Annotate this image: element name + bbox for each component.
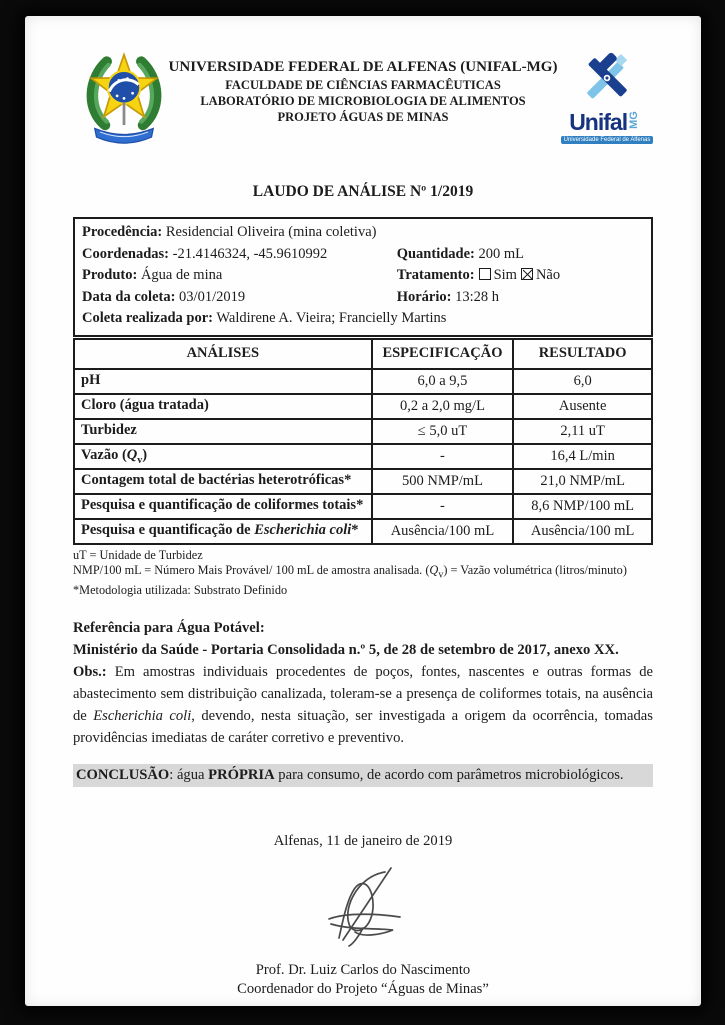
conclusion-result: PRÓPRIA bbox=[208, 767, 275, 784]
conclusion-banner: CONCLUSÃO: água PRÓPRIA para consumo, de acordo com parâmetros microbiológicos. bbox=[73, 764, 653, 787]
signature-area bbox=[73, 862, 653, 959]
checkbox-sim-unchecked bbox=[479, 268, 491, 280]
brazil-coat-of-arms-logo bbox=[73, 46, 165, 161]
reference-heading: Referência para Água Potável: bbox=[73, 620, 265, 637]
institution-name: UNIVERSIDADE FEDERAL DE ALFENAS (UNIFAL-MG) bbox=[168, 59, 558, 75]
conclusion-label: CONCLUSÃO bbox=[76, 767, 170, 784]
laboratory-name: LABORATÓRIO DE MICROBIOLOGIA DE ALIMENTOS bbox=[200, 94, 526, 108]
table-row-turbidez: Turbidez ≤ 5,0 uT 2,11 uT bbox=[74, 419, 652, 444]
coat-of-arms-graphic bbox=[81, 46, 167, 156]
tratamento-sim-label: Sim bbox=[493, 267, 517, 283]
document-header bbox=[73, 46, 653, 161]
quantidade-value: 200 mL bbox=[478, 245, 525, 262]
signature-scribble-icon bbox=[303, 862, 423, 954]
footnote-nmp: NMP/100 mL = Número Mais Provável/ 100 mL de amostra analisada. $(Q_v)$ = Vazão volumétrica (litros/minuto) bbox=[73, 563, 627, 581]
tratamento-label: Tratamento: bbox=[396, 267, 475, 283]
table-row-coliformes-totais: Pesquisa e quantificação de coliformes totais* - 8,6 NMP/100 mL bbox=[74, 494, 652, 519]
procedencia-label: Procedência: bbox=[82, 224, 163, 240]
coordenadas-value: -21.4146324, -45.9610992 bbox=[172, 245, 328, 262]
table-row-cloro: Cloro (água tratada) 0,2 a 2,0 mg/L Ausente bbox=[74, 394, 652, 419]
table-row-vazao: Vazão $(Q_v)$ - 16,4 L/min bbox=[74, 444, 652, 469]
reference-portaria: Ministério da Saúde - Portaria Consolidada n.º 5, de 28 de setembro de 2017, anexo XX. bbox=[73, 642, 619, 659]
info-row-coordenadas-quantidade bbox=[82, 244, 644, 266]
table-row-escherichia-coli: Pesquisa e quantificação de Escherichia coli* Ausência/100 mL Ausência/100 mL bbox=[74, 519, 652, 544]
data-coleta-label: Data da coleta: bbox=[82, 288, 176, 305]
tratamento-nao-label: Não bbox=[535, 267, 561, 283]
project-name: PROJETO ÁGUAS DE MINAS bbox=[277, 110, 449, 124]
checkbox-nao-checked bbox=[521, 268, 533, 280]
unifal-tagline: Universidade Federal de Alfenas bbox=[561, 136, 653, 144]
date-line: Alfenas, 11 de janeiro de 2019 bbox=[273, 833, 453, 850]
info-row-data-horario bbox=[82, 287, 644, 309]
produto-value: Água de mina bbox=[140, 267, 223, 283]
reference-section bbox=[73, 617, 653, 749]
coleta-por-label: Coleta realizada por: bbox=[82, 310, 214, 326]
info-row-produto-tratamento bbox=[82, 265, 644, 287]
document-page bbox=[25, 16, 701, 1006]
footnote-ut: uT = Unidade de Turbidez bbox=[73, 547, 203, 562]
reference-obs: Obs.: Em amostras individuais procedentes de poços, fontes, nascentes e outras formas de abastecimento sem distribuição canalizada, toleram-se a presença de coliformes totais, na ausência de Escherichia coli, devendo, nesta situação, ser investigada a origem da ocorrência, tomadas providências imediatas de caráter corretivo e preventivo. bbox=[73, 664, 653, 747]
table-row-ph: pH 6,0 a 9,5 6,0 bbox=[74, 369, 652, 394]
analysis-table bbox=[73, 338, 653, 545]
coleta-por-value: Waldirene A. Vieira; Francielly Martins bbox=[216, 310, 447, 326]
sample-info-box bbox=[73, 217, 653, 337]
data-coleta-value: 03/01/2019 bbox=[179, 288, 246, 305]
unifal-wordmark: Unifal bbox=[569, 109, 628, 135]
table-footnotes bbox=[73, 548, 653, 599]
horario-value: 13:28 h bbox=[455, 288, 500, 305]
unifal-logo-icon bbox=[578, 50, 636, 106]
col-header-especificacao: ESPECIFICAÇÃO bbox=[372, 339, 514, 369]
info-row-procedencia bbox=[82, 222, 644, 244]
unifal-mg-letters: MG bbox=[627, 111, 640, 130]
procedencia-value: Residencial Oliveira (mina coletiva) bbox=[165, 224, 377, 240]
unifal-mg-logo bbox=[561, 46, 653, 144]
quantidade-label: Quantidade: bbox=[396, 245, 475, 262]
col-header-analises: ANÁLISES bbox=[74, 339, 372, 369]
signer-name: Prof. Dr. Luiz Carlos do Nascimento bbox=[255, 962, 471, 979]
col-header-resultado: RESULTADO bbox=[513, 339, 652, 369]
horario-label: Horário: bbox=[396, 288, 452, 305]
signer-role: Coordenador do Projeto “Águas de Minas” bbox=[237, 981, 489, 998]
faculty-name: FACULDADE DE CIÊNCIAS FARMACÊUTICAS bbox=[225, 78, 501, 92]
table-header-row bbox=[74, 339, 652, 369]
footnote-metodologia: *Metodologia utilizada: Substrato Definido bbox=[73, 582, 288, 597]
institution-title-block bbox=[165, 46, 561, 125]
coordenadas-label: Coordenadas: bbox=[82, 245, 170, 262]
info-row-coleta bbox=[82, 308, 644, 330]
report-title: LAUDO DE ANÁLISE Nº 1/2019 bbox=[252, 183, 474, 200]
produto-label: Produto: bbox=[82, 267, 138, 283]
signer-block bbox=[73, 961, 653, 999]
table-row-bacterias-heterotroficas: Contagem total de bactérias heterotróficas* 500 NMP/mL 21,0 NMP/mL bbox=[74, 469, 652, 494]
